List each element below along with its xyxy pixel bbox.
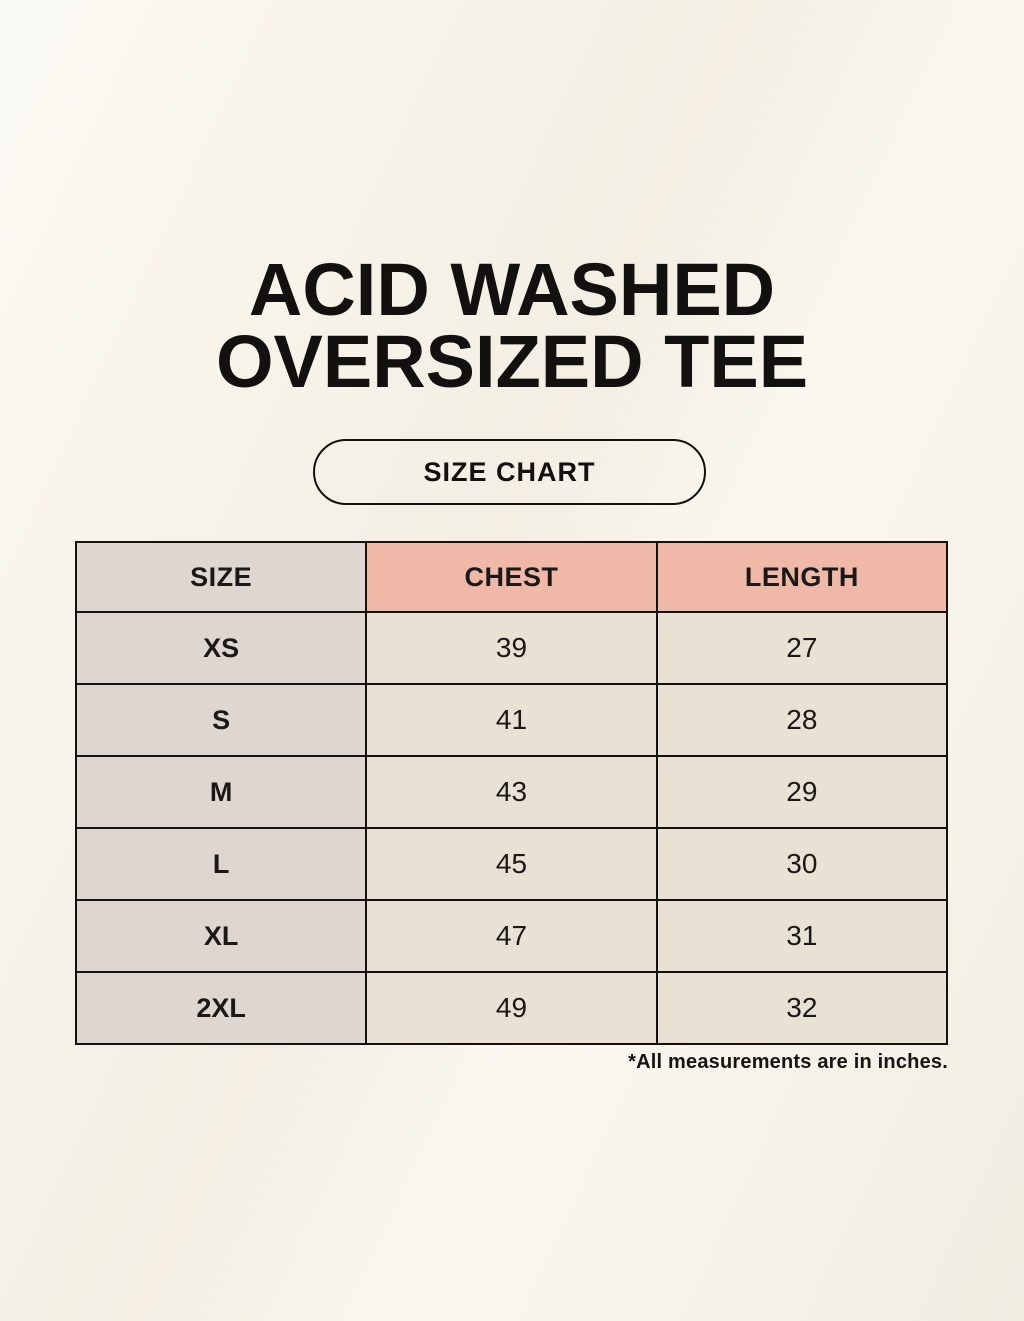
table-row (76, 828, 947, 900)
length-cell: 27 (657, 612, 947, 684)
length-cell: 29 (657, 756, 947, 828)
size-cell: S (76, 684, 366, 756)
chest-cell: 47 (366, 900, 656, 972)
page-title (0, 248, 1024, 403)
table-header-row (76, 542, 947, 612)
size-cell: L (76, 828, 366, 900)
length-cell: 32 (657, 972, 947, 1044)
column-header-chest: CHEST (366, 542, 656, 612)
table-row (76, 612, 947, 684)
chest-cell: 43 (366, 756, 656, 828)
size-chart-button[interactable] (313, 439, 706, 505)
size-chart-table (75, 541, 948, 1045)
page-title-line2: OVERSIZED TEE (215, 319, 809, 403)
table-row (76, 972, 947, 1044)
table-row (76, 684, 947, 756)
column-header-length: LENGTH (657, 542, 947, 612)
measurements-footnote: *All measurements are in inches. (628, 1051, 948, 1073)
column-header-size: SIZE (76, 542, 366, 612)
chest-cell: 39 (366, 612, 656, 684)
length-cell: 30 (657, 828, 947, 900)
length-cell: 31 (657, 900, 947, 972)
size-cell: 2XL (76, 972, 366, 1044)
size-cell: M (76, 756, 366, 828)
page-title-line1: ACID WASHED (248, 248, 776, 331)
table-row (76, 900, 947, 972)
size-cell: XL (76, 900, 366, 972)
chest-cell: 45 (366, 828, 656, 900)
size-cell: XS (76, 612, 366, 684)
table-row (76, 756, 947, 828)
length-cell: 28 (657, 684, 947, 756)
chest-cell: 49 (366, 972, 656, 1044)
chest-cell: 41 (366, 684, 656, 756)
size-chart-button-label: SIZE CHART (423, 456, 596, 487)
